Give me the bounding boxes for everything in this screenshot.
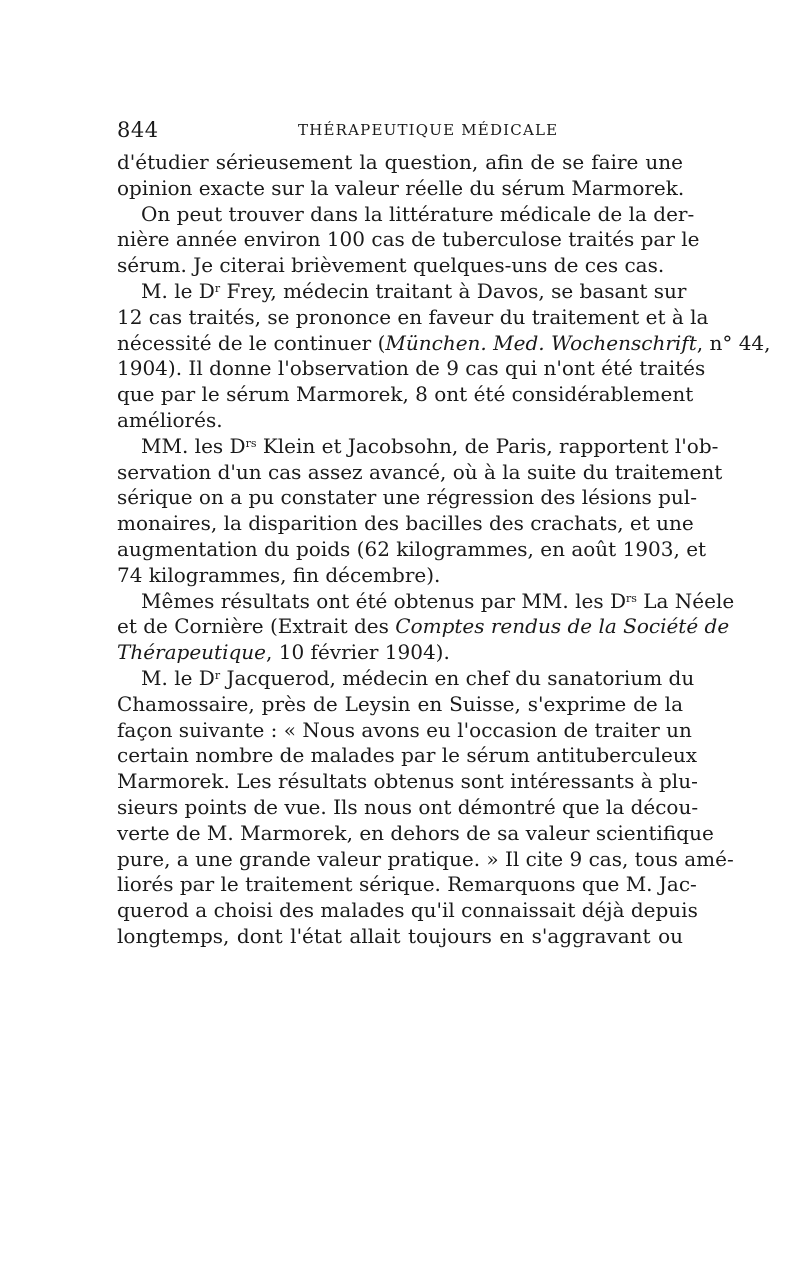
text-line: longtemps, dont l'état allait toujours en s'aggravant ou	[117, 923, 683, 948]
text-line: que par le sérum Marmorek, 8 ont été considérablement	[117, 382, 694, 407]
text-line: Marmorek. Les résultats obtenus sont intéressants à plu-	[117, 769, 698, 794]
text-line: certain nombre de malades par le sérum antituberculeux	[117, 743, 698, 768]
text-line: Chamossaire, près de Leysin en Suisse, s'exprime de la	[117, 691, 683, 716]
text-run: La Néele	[636, 588, 735, 613]
text-run: , n° 44,	[696, 330, 771, 355]
text-line: sérum. Je citerai brièvement quelques-uns de ces cas.	[117, 253, 665, 278]
superscript: r	[214, 281, 221, 295]
text-line: verte de M. Marmorek, en dehors de sa valeur scientifique	[117, 820, 714, 845]
text-line	[117, 278, 687, 305]
text-run: M. le D	[141, 665, 215, 690]
text-run: nécessité de le continuer (	[117, 330, 386, 355]
text-run: MM. les D	[141, 433, 246, 458]
text-line: 74 kilogrammes, fin décembre).	[117, 562, 441, 587]
journal-citation: München. Med. Wochenschrift	[385, 330, 697, 355]
text-line: nière année environ 100 cas de tuberculose traités par le	[117, 227, 700, 252]
text-line: sieurs points de vue. Ils nous ont démontré que la décou-	[117, 794, 699, 819]
body-text	[117, 150, 771, 950]
text-run: Jacquerod, médecin en chef du sanatorium du	[220, 665, 695, 690]
text-line: sérique on a pu constater une régression des lésions pul-	[117, 485, 697, 510]
text-line	[117, 588, 735, 615]
text-line: servation d'un cas assez avancé, où à la suite du traitement	[117, 459, 723, 484]
text-line: 1904). Il donne l'observation de 9 cas qui n'ont été traités	[117, 356, 706, 381]
text-run: Mêmes résultats ont été obtenus par MM. les D	[141, 588, 626, 613]
text-line: améliorés.	[117, 407, 223, 432]
text-line: façon suivante : « Nous avons eu l'occasion de traiter un	[117, 717, 692, 742]
text-line: opinion exacte sur la valeur réelle du sérum Marmorek.	[117, 175, 685, 200]
text-line: d'étudier sérieusement la question, afin de se faire une	[117, 150, 683, 174]
journal-citation: Comptes rendus de la Société de	[395, 614, 730, 639]
text-line	[117, 433, 719, 460]
superscript: r	[214, 668, 221, 682]
text-line: 12 cas traités, se prononce en faveur du traitement et à la	[117, 304, 709, 329]
running-title: THÉRAPEUTIQUE MÉDICALE	[298, 121, 559, 139]
journal-citation: Thérapeutique	[117, 640, 267, 665]
text-line: pure, a une grande valeur pratique. » Il cite 9 cas, tous amé-	[117, 846, 734, 871]
superscript: rs	[245, 436, 257, 450]
text-line: liorés par le traitement sérique. Remarquons que M. Jac-	[117, 872, 697, 897]
text-line: monaires, la disparition des bacilles des crachats, et une	[117, 511, 694, 536]
text-line: augmentation du poids (62 kilogrammes, en août 1903, et	[117, 536, 707, 561]
page-number: 844	[117, 118, 159, 142]
text-run: et de Cornière (Extrait des	[117, 614, 396, 639]
text-line: querod a choisi des malades qu'il connaissait déjà depuis	[117, 898, 698, 923]
text-line	[117, 640, 683, 666]
text-run: , 10 février 1904).	[266, 640, 450, 665]
running-header	[117, 118, 683, 146]
text-run: Frey, médecin traitant à Davos, se basant sur	[220, 278, 687, 303]
text-line	[117, 665, 695, 692]
text-line	[117, 330, 771, 357]
text-line	[117, 614, 730, 640]
superscript: rs	[625, 591, 637, 605]
text-line: On peut trouver dans la littérature médicale de la der-	[141, 201, 695, 226]
text-run: Klein et Jacobsohn, de Paris, rapportent l'ob-	[256, 433, 719, 458]
text-run: M. le D	[141, 278, 215, 303]
